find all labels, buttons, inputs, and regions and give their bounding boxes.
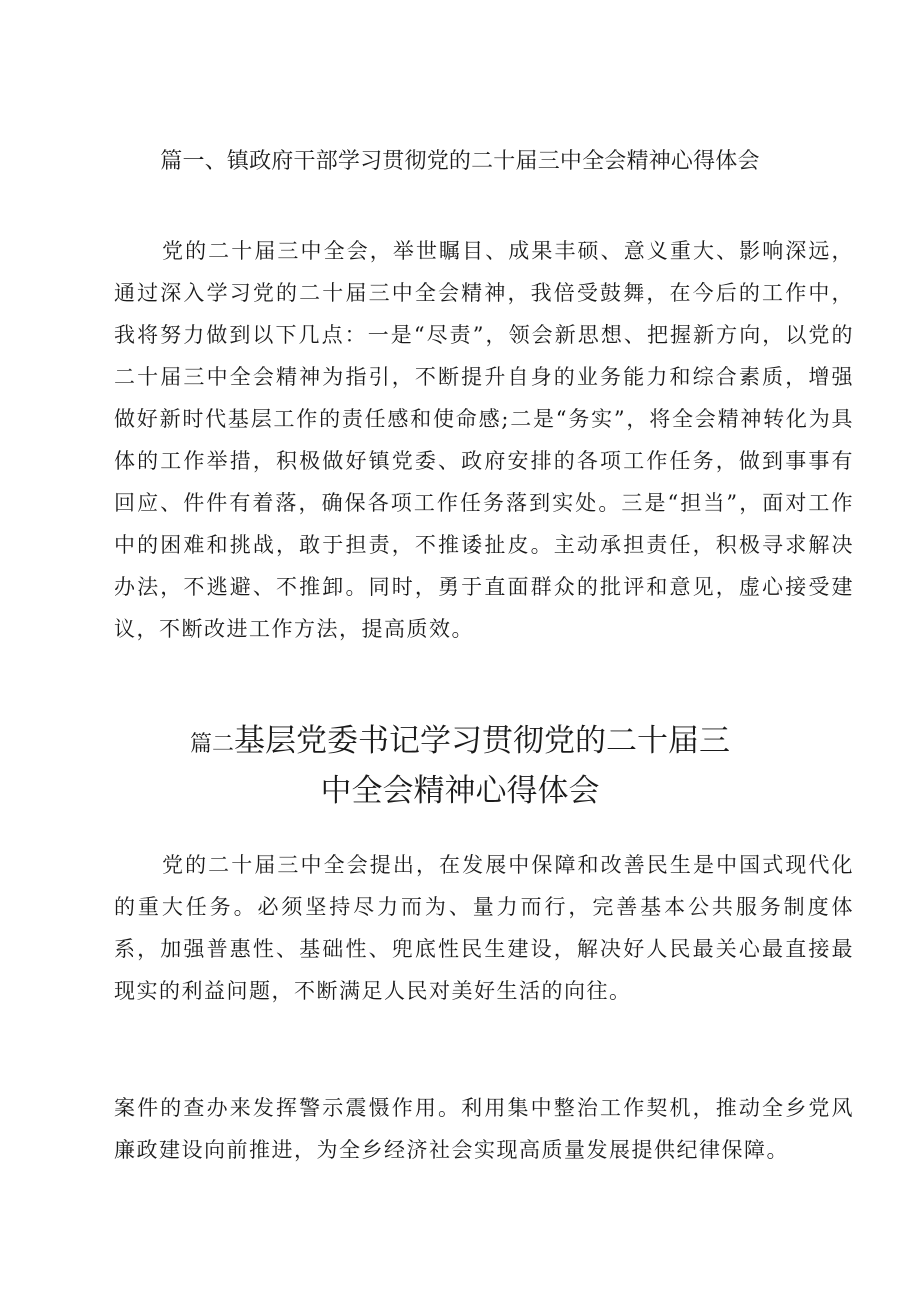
section2-title-line2: 中全会精神心得体会 (320, 773, 600, 809)
section2-title-main: 基层党委书记学习贯彻党的二十届三 (234, 723, 730, 759)
section2-title (0, 718, 920, 814)
section1-paragraph: 党的二十届三中全会，举世瞩目、成果丰硕、意义重大、影响深远，通过深入学习党的二十届三中全会精神，我倍受鼓舞，在今后的工作中，我将努力做到以下几点：一是“尽责”，领会新思想、把握新方向，以党的二十届三中全会精神为指引，不断提升自身的业务能力和综合素质，增强做好新时代基层工作的责任感和使命感;二是“务实”，将全会精神转化为具体的工作举措，积极做好镇党委、政府安排的各项工作任务，做到事事有回应、件件有着落，确保各项工作任务落到实处。三是“担当”，面对工作中的困难和挑战，敢于担责，不推诿扯皮。主动承担责任，积极寻求解决办法，不逃避、不推卸。同时，勇于直面群众的批评和意见，虚心接受建议，不断改进工作方法，提高质效。 (114, 239, 854, 641)
section2-paragraph: 党的二十届三中全会提出，在发展中保障和改善民生是中国式现代化的重大任务。必须坚持尽力而为、量力而行，完善基本公共服务制度体系，加强普惠性、基础性、兜底性民生建设，解决好人民最关心最直接最现实的利益问题，不断满足人民对美好生活的向往。 (114, 853, 854, 1003)
section1-title: 篇一、镇政府干部学习贯彻党的二十届三中全会精神心得体会 (160, 149, 760, 174)
section2-title-prefix: 篇二 (189, 732, 234, 757)
section2-title-line1 (0, 718, 920, 768)
trailing-paragraph: 案件的查办来发挥警示震慑作用。利用集中整治工作契机，推动全乡党风廉政建设向前推进，为全乡经济社会实现高质量发展提供纪律保障。 (114, 1096, 854, 1162)
